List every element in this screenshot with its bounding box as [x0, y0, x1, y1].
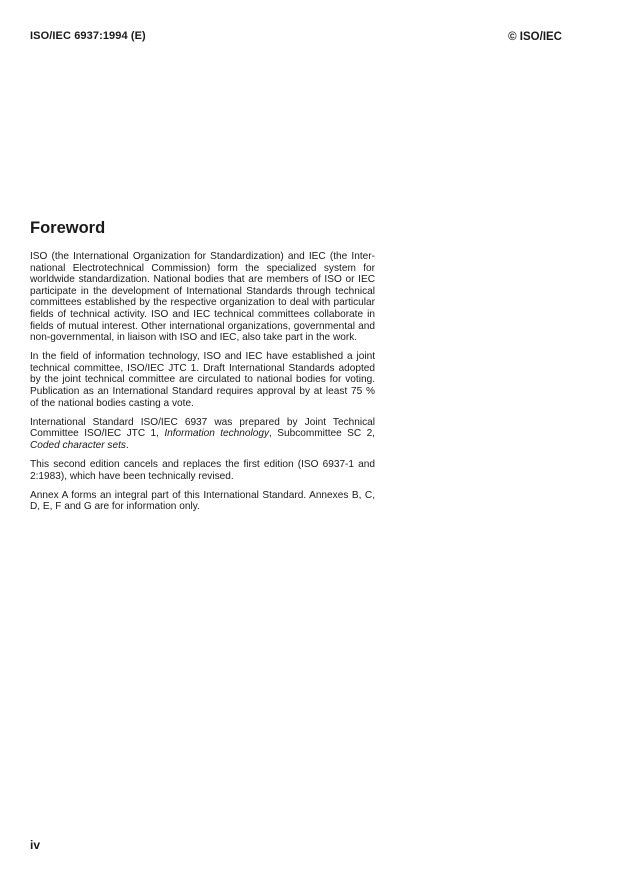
copyright-notice: © ISO/IEC	[508, 31, 562, 43]
paragraph-annexes: Annex A forms an integral part of this International Standard. Annexes B, C, D, E, F and G are for information only.	[30, 489, 375, 513]
page-number: iv	[30, 838, 41, 852]
paragraph-preparation-text: International Standard ISO/IEC 6937 was prepared by Joint Technical Committee ISO/IEC JTC 1,	[30, 416, 375, 440]
section-title: Foreword	[30, 219, 106, 237]
committee-title: Information technology	[164, 428, 270, 440]
document-id: ISO/IEC 6937:1994 (E)	[30, 30, 146, 42]
paragraph-organizations: ISO (the International Organization for Standardization) and IEC (the International Electrotechnical Commission) form the specialized system for worldwide standardization. National bodies that are members of ISO or IEC participate in the development of International Standards through technical committees established by the respective organization to deal with particular fields of technical activity. ISO and IEC technical committees collaborate in fields of mutual interest. Other international organizations, governmental and non-governmental, in liaison with ISO and IEC, also take part in the work.	[30, 251, 375, 344]
paragraph-edition: This second edition cancels and replaces the first edition (ISO 6937-1 and 2:1983), which have been technically revised.	[30, 459, 375, 482]
paragraph-preparation	[30, 417, 375, 452]
subcommittee-title: Coded character sets	[30, 439, 126, 451]
paragraph-preparation-middle: , Subcommittee SC 2,	[269, 428, 375, 440]
foreword-body	[30, 251, 375, 520]
paragraph-preparation-end: .	[125, 439, 129, 451]
paragraph-joint-committee: In the field of information technology, ISO and IEC have established a joint technical committee, ISO/IEC JTC 1. Draft International Standards adopted by the joint technical committee are circulated to national bodies for voting. Publication as an International Standard requires approval by at least 75 % of the national bodies casting a vote.	[30, 351, 375, 409]
